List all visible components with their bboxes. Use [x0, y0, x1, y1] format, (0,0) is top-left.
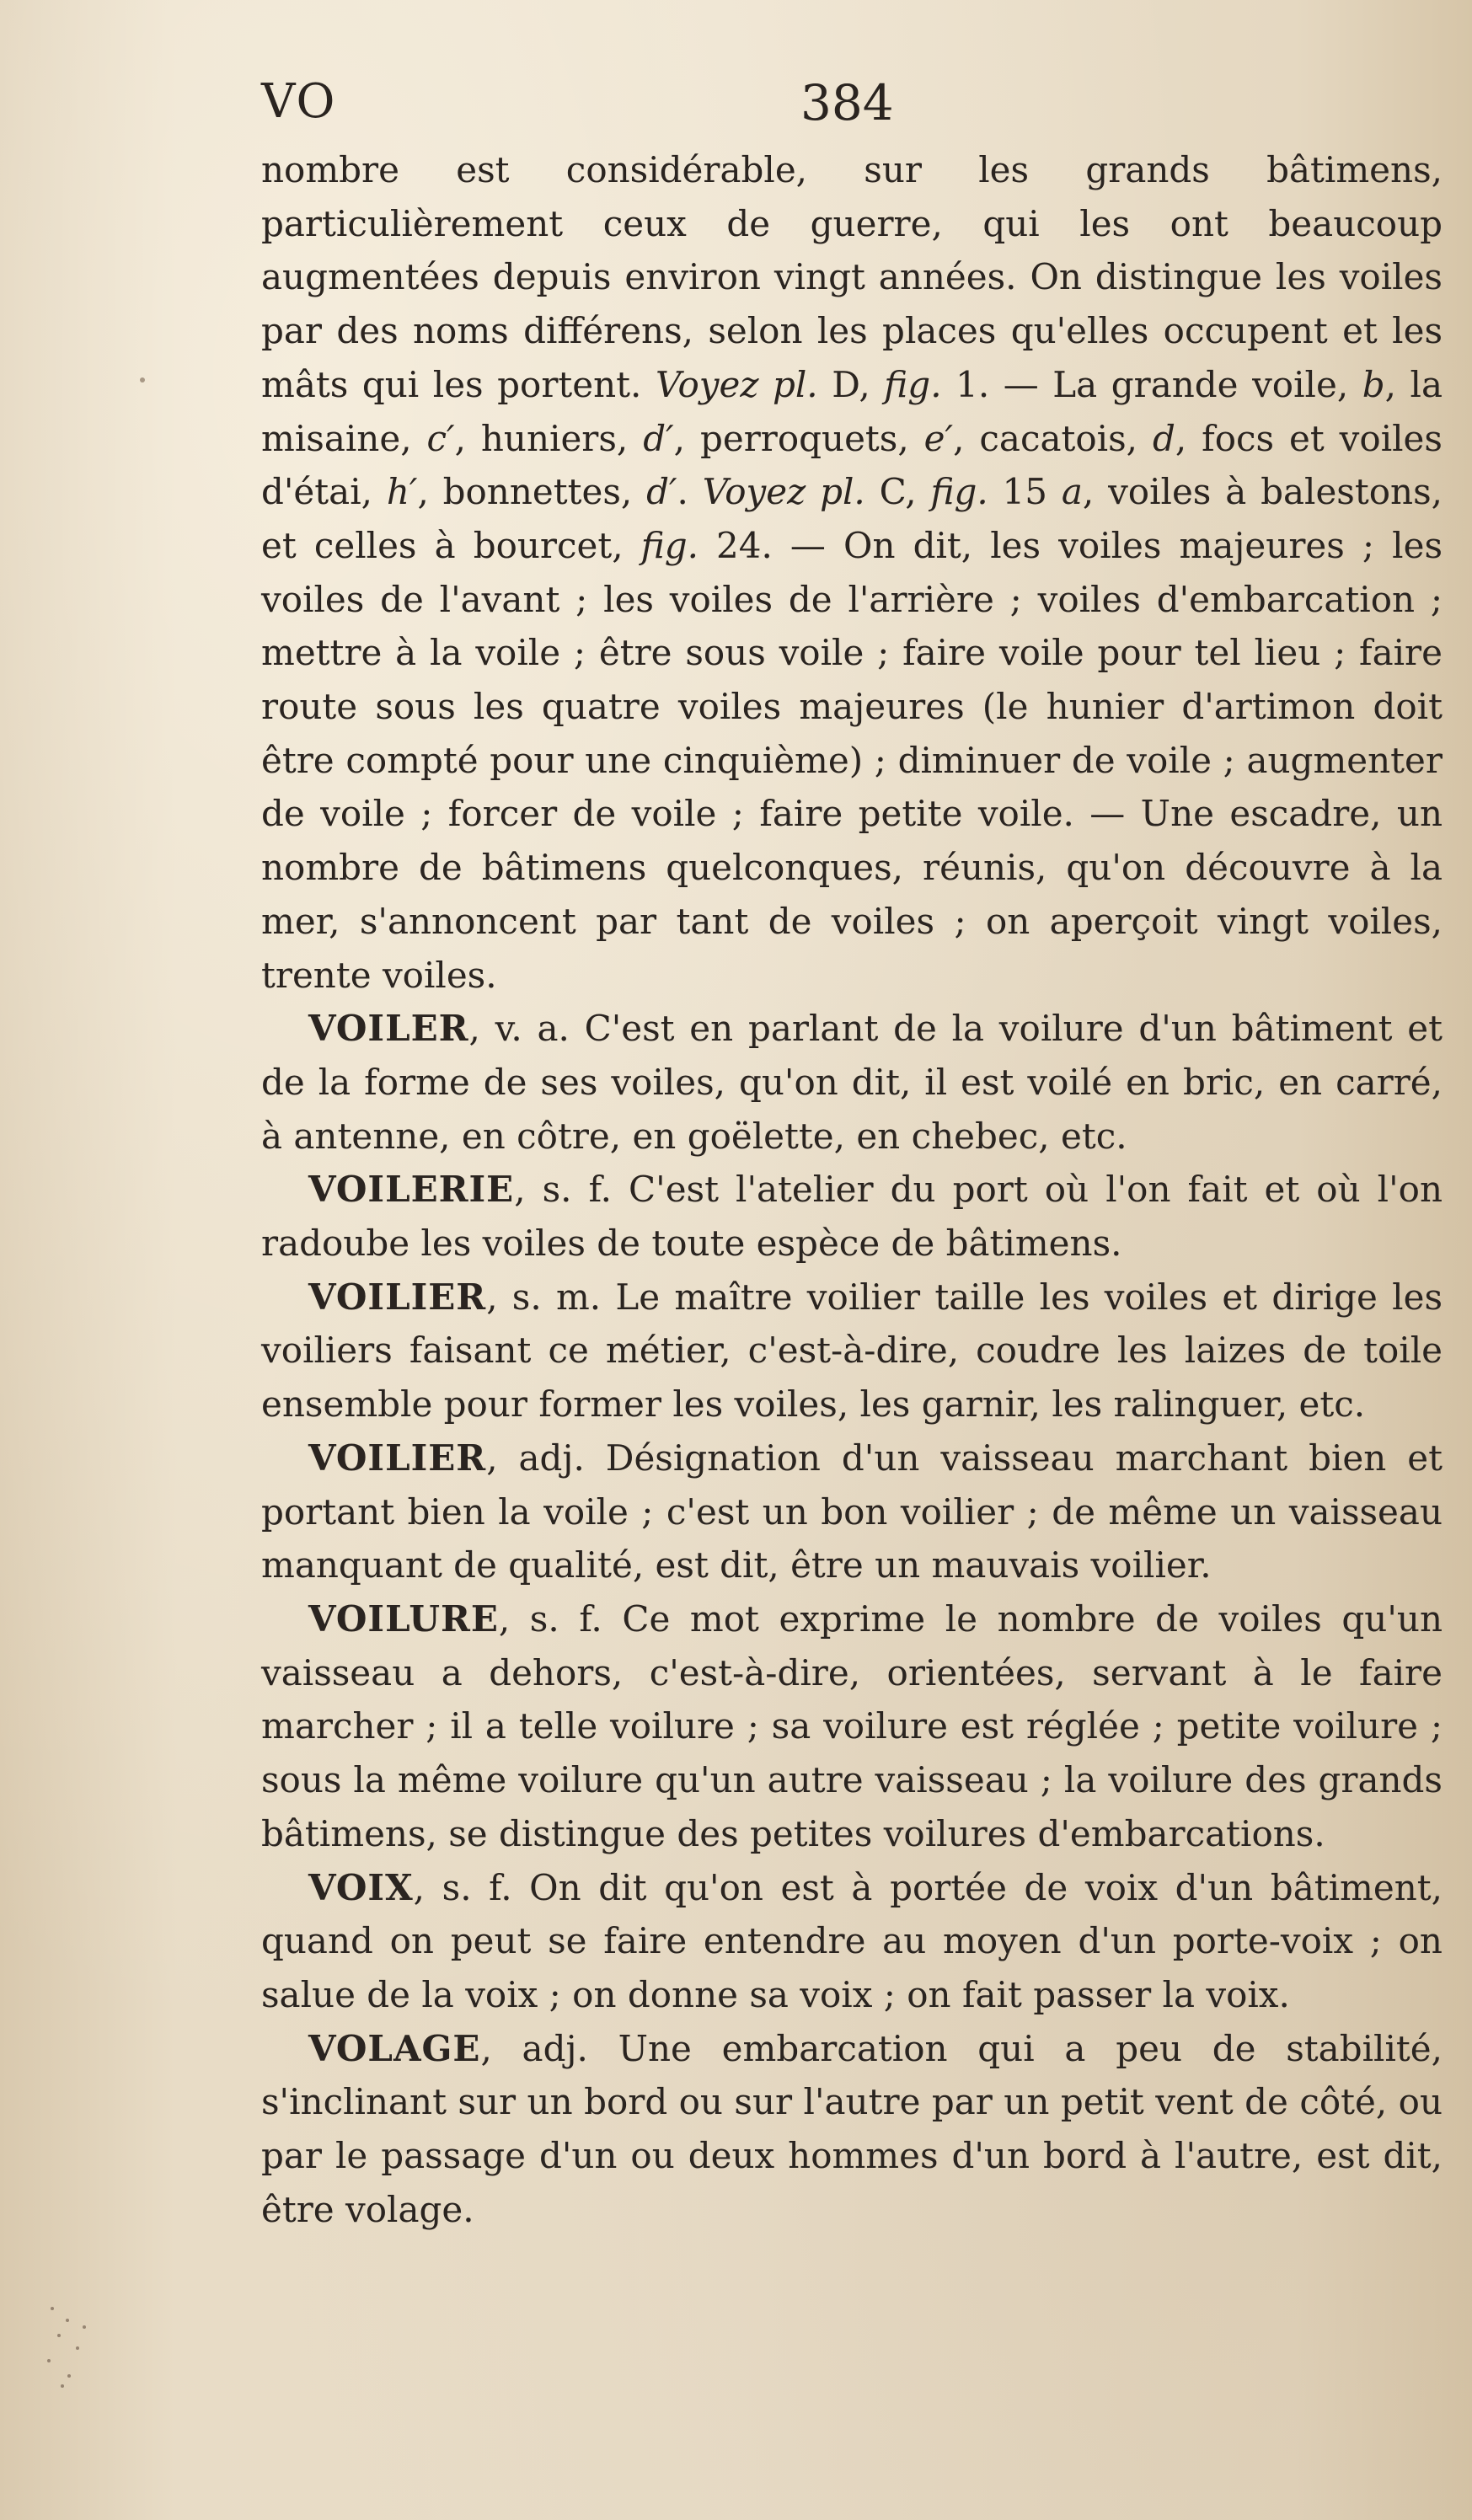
text-segment: .: [677, 471, 703, 513]
italic-reference: Voyez pl.: [702, 471, 865, 513]
italic-reference: d′: [643, 417, 674, 459]
entry-headword: VOIX: [308, 1866, 414, 1908]
text-segment: , voiles à balestons, et celles à bourcet,: [261, 471, 1443, 566]
dictionary-paragraph: [261, 1592, 1443, 1861]
italic-reference: e′: [923, 417, 954, 459]
italic-reference: c′: [426, 417, 455, 459]
text-segment: , bonnettes,: [417, 471, 647, 513]
text-segment: , perroquets,: [673, 417, 924, 459]
italic-reference: Voyez pl.: [655, 363, 818, 405]
ink-spot: [140, 377, 145, 383]
entry-headword: VOILERIE: [308, 1169, 515, 1211]
text-segment: , v. a. C'est en parlant de la voilure d'un bâtiment et de la forme de ses voiles, qu'on dit, il est voilé en bric, en carré, à antenne, en côtre, en goëlette, en chebec, etc.: [261, 1008, 1443, 1157]
text-segment: , adj. Une embarcation qui a peu de stabilité, s'inclinant sur un bord ou sur l'autre par un petit vent de côté, ou par le passage d'un ou deux hommes d'un bord à l'autre, est dit, être volage.: [261, 2027, 1443, 2230]
dictionary-paragraph: [261, 2022, 1443, 2237]
entry-headword: VOILER: [308, 1008, 469, 1050]
dictionary-paragraph: [261, 1431, 1443, 1592]
italic-reference: b: [1362, 363, 1385, 405]
italic-reference: d: [1152, 417, 1175, 459]
italic-reference: fig.: [640, 524, 699, 566]
text-segment: , focs et voiles d'étai,: [261, 417, 1443, 513]
text-segment: , s. f. On dit qu'on est à portée de voix d'un bâtiment, quand on peut se faire entendre au moyen d'un porte-voix ; on salue de la voix ; on donne sa voix ; on fait passer la voix.: [261, 1866, 1443, 2015]
entry-headword: VOILURE: [308, 1597, 499, 1640]
entry-headword: VOILIER: [308, 1437, 487, 1479]
italic-reference: a: [1061, 471, 1083, 513]
text-segment: 1. — La grande voile,: [941, 363, 1362, 405]
dictionary-paragraph: [261, 143, 1443, 1002]
text-segment: C,: [864, 471, 931, 513]
page-number: 384: [800, 74, 894, 131]
text-segment: , la misaine,: [261, 363, 1443, 459]
dictionary-paragraph: [261, 1271, 1443, 1431]
italic-reference: h′: [386, 471, 418, 513]
entry-headword: VOLAGE: [308, 2027, 481, 2069]
italic-reference: d′: [646, 471, 677, 513]
running-head-word: VO: [261, 74, 337, 129]
entry-headword: VOILIER: [308, 1276, 487, 1318]
text-segment: , adj. Désignation d'un vaisseau marchant bien et portant bien la voile ; c'est un bon voilier ; de même un vaisseau manquant de qualité, est dit, être un mauvais voilier.: [261, 1437, 1443, 1586]
text-segment: 15: [988, 471, 1062, 513]
paper-speckles: [42, 2300, 93, 2401]
text-segment: , huniers,: [454, 417, 644, 459]
dictionary-paragraph: [261, 1163, 1443, 1270]
running-head: [261, 74, 902, 133]
text-segment: , s. f. Ce mot exprime le nombre de voiles qu'un vaisseau a dehors, c'est-à-dire, orientées, servant à le faire marcher ; il a telle voilure ; sa voilure est réglée ; petite voilure ; sous la même voilure qu'un autre vaisseau ; la voilure des grands bâtimens, se distingue des petites voilures d'embarcations.: [261, 1597, 1443, 1854]
text-segment: nombre est considérable, sur les grands bâtimens, particulièrement ceux de guerre, qui les ont beaucoup augmentées depuis environ vingt années. On distingue les voiles par des noms différens, selon les places qu'elles occupent et les mâts qui les portent.: [261, 149, 1443, 405]
italic-reference: fig.: [884, 363, 942, 405]
italic-reference: fig.: [930, 471, 988, 513]
text-segment: D,: [817, 363, 885, 405]
dictionary-text: [261, 143, 1443, 2236]
text-segment: 24. — On dit, les voiles majeures ; les voiles de l'avant ; les voiles de l'arrière ; voiles d'embarcation ; mettre à la voile ; être sous voile ; faire voile pour tel lieu ; faire route sous les quatre voiles majeures (le hunier d'artimon doit être compté pour une cinquième) ; diminuer de voile ; augmenter de voile ; forcer de voile ; faire petite voile. — Une escadre, un nombre de bâtimens quelconques, réunis, qu'on découvre à la mer, s'annoncent par tant de voiles ; on aperçoit vingt voiles, trente voiles.: [261, 524, 1443, 996]
text-segment: , cacatois,: [953, 417, 1153, 459]
dictionary-paragraph: [261, 1002, 1443, 1163]
dictionary-paragraph: [261, 1861, 1443, 2022]
text-segment: , s. f. C'est l'atelier du port où l'on fait et où l'on radoube les voiles de toute espèce de bâtimens.: [261, 1169, 1443, 1265]
text-segment: , s. m. Le maître voilier taille les voiles et dirige les voiliers faisant ce métier, c'est-à-dire, coudre les laizes de toile ensemble pour former les voiles, les garnir, les ralinguer, etc.: [261, 1276, 1443, 1426]
